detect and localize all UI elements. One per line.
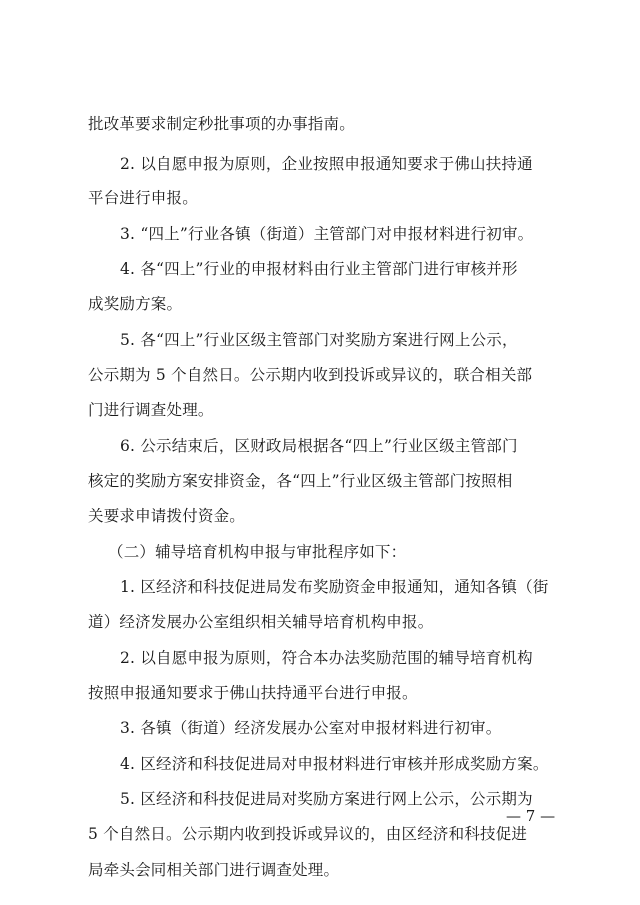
text-line-8: 公示期为 5 个自然日。公示期内收到投诉或异议的，联合相关部: [88, 366, 533, 384]
text-line-12: 关要求申请拨付资金。: [88, 507, 246, 525]
text-line-2: 2. 以自愿申报为原则，企业按照申报通知要求于佛山扶持通: [120, 155, 533, 173]
text-line-18: 3. 各镇（街道）经济发展办公室对申报材料进行初审。: [120, 719, 502, 737]
text-line-15: 道）经济发展办公室组织相关辅导培育机构申报。: [88, 613, 434, 631]
text-line-5: 4. 各“四上”行业的申报材料由行业主管部门进行审核并形: [120, 260, 518, 278]
text-line-3: 平台进行申报。: [88, 189, 198, 207]
text-line-1: 批改革要求制定秒批事项的办事指南。: [88, 115, 355, 133]
page-number: — 7 —: [506, 807, 556, 825]
section-heading: （二）辅导培育机构申报与审批程序如下：: [108, 543, 407, 561]
text-line-16: 2. 以自愿申报为原则，符合本办法奖励范围的辅导培育机构: [120, 649, 533, 667]
text-line-6: 成奖励方案。: [88, 295, 183, 313]
text-line-17: 按照申报通知要求于佛山扶持通平台进行申报。: [88, 684, 418, 702]
text-line-14: 1. 区经济和科技促进局发布奖励资金申报通知，通知各镇（街: [120, 578, 549, 596]
text-line-4: 3. “四上”行业各镇（街道）主管部门对申报材料进行初审。: [120, 225, 534, 243]
text-line-21: 5 个自然日。公示期内收到投诉或异议的，由区经济和科技促进: [88, 825, 528, 843]
text-line-9: 门进行调查处理。: [88, 401, 214, 419]
text-line-19: 4. 区经济和科技促进局对申报材料进行审核并形成奖励方案。: [120, 755, 549, 773]
text-line-22: 局牵头会同相关部门进行调查处理。: [88, 861, 340, 879]
text-line-7: 5. 各“四上”行业区级主管部门对奖励方案进行网上公示，: [120, 331, 518, 349]
text-line-11: 核定的奖励方案安排资金，各“四上”行业区级主管部门按照相: [88, 472, 513, 490]
text-line-20: 5. 区经济和科技促进局对奖励方案进行网上公示，公示期为: [120, 790, 533, 808]
text-line-10: 6. 公示结束后，区财政局根据各“四上”行业区级主管部门: [120, 437, 518, 455]
